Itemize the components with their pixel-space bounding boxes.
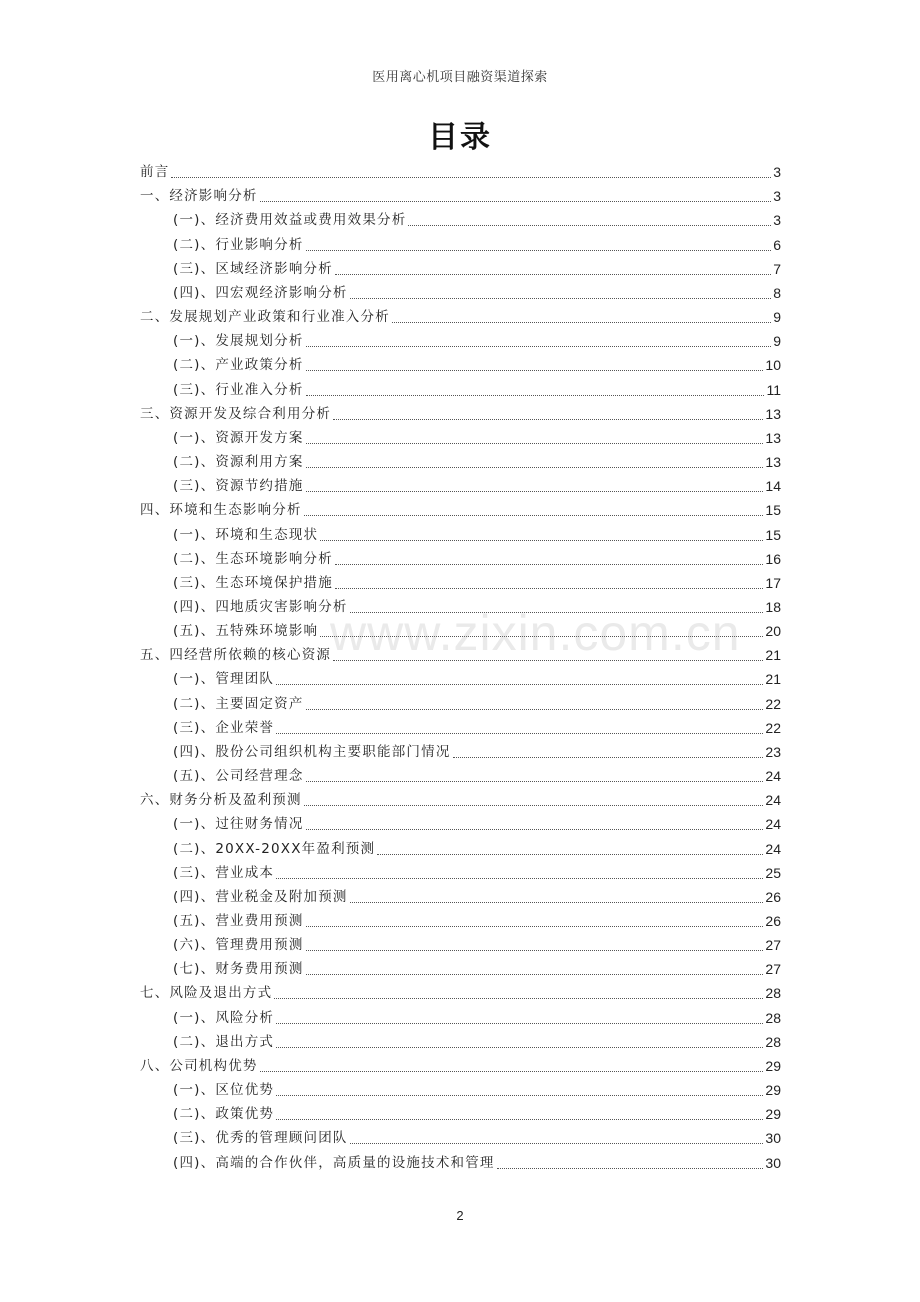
toc-dot-leader [276,1119,763,1120]
toc-entry-label: (四)、四宏观经济影响分析 [173,284,348,301]
toc-entry-label: (三)、营业成本 [173,864,275,881]
toc-entry-label: 五、四经营所依赖的核心资源 [140,647,332,664]
toc-entry-label: (二)、生态环境影响分析 [173,550,333,567]
toc-entry-page-number: 20 [765,623,781,640]
toc-dot-leader [392,322,771,323]
toc-entry-label: (五)、营业费用预测 [173,913,304,929]
toc-entry-page-number: 17 [765,574,781,591]
toc-dot-leader [306,370,764,371]
running-header: 医用离心机项目融资渠道探索 [372,70,548,85]
toc-subsection-entry[interactable] [140,426,781,450]
toc-entry-page-number: 18 [765,598,781,615]
toc-entry-label: (五)、公司经营理念 [173,768,304,785]
toc-dot-leader [306,709,764,710]
toc-entry-label: (三)、优秀的管理顾问团队 [173,1130,348,1147]
toc-dot-leader [377,854,763,855]
toc-entry-page-number: 13 [765,429,781,446]
toc-entry-page-number: 27 [765,937,781,954]
toc-subsection-entry[interactable] [140,353,781,377]
toc-entry-page-number: 6 [773,236,781,253]
toc-entry-page-number: 24 [765,768,781,785]
toc-subsection-entry[interactable] [140,1005,781,1029]
toc-entry-page-number: 13 [765,454,781,471]
toc-entry-label: 八、公司机构优势 [140,1057,258,1074]
toc-subsection-entry[interactable] [140,595,781,619]
toc-entry-page-number: 15 [765,502,781,519]
toc-entry-page-number: 30 [765,1154,781,1171]
toc-dot-leader [306,974,764,975]
toc-subsection-entry[interactable] [140,861,781,885]
toc-entry-page-number: 26 [765,913,781,929]
toc-entry-page-number: 9 [773,309,781,326]
toc-entry-label: (一)、管理团队 [173,671,275,688]
toc-dot-leader [304,805,764,806]
toc-subsection-entry[interactable] [140,716,781,740]
toc-dot-leader [333,660,763,661]
toc-entry-label: 四、环境和生态影响分析 [140,502,302,519]
toc-entry-page-number: 15 [765,526,781,543]
toc-entry-label: (二)、退出方式 [173,1033,275,1050]
toc-section-entry[interactable] [140,643,781,667]
toc-dot-leader [274,998,763,999]
toc-dot-leader [276,1047,763,1048]
toc-entry-label: 一、经济影响分析 [140,188,258,205]
toc-dot-leader [171,177,771,178]
toc-section-entry[interactable] [140,1054,781,1078]
toc-entry-page-number: 7 [773,260,781,277]
toc-dot-leader [306,467,764,468]
toc-entry-page-number: 21 [765,671,781,688]
toc-entry-label: (一)、经济费用效益或费用效果分析 [173,212,407,229]
toc-section-entry[interactable] [140,160,781,184]
toc-entry-page-number: 27 [765,961,781,978]
toc-dot-leader [276,733,763,734]
toc-entry-page-number: 26 [765,888,781,905]
toc-entry-label: 二、发展规划产业政策和行业准入分析 [140,309,390,326]
toc-dot-leader [320,540,763,541]
toc-dot-leader [276,878,763,879]
toc-entry-label: (三)、资源节约措施 [173,478,304,495]
toc-dot-leader [497,1168,764,1169]
toc-entry-page-number: 29 [765,1057,781,1074]
toc-dot-leader [335,564,763,565]
toc-subsection-entry[interactable] [140,764,781,788]
toc-dot-leader [276,684,763,685]
toc-dot-leader [306,829,764,830]
toc-entry-label: (三)、企业荣誉 [173,719,275,736]
toc-entry-label: (六)、管理费用预测 [173,937,304,954]
toc-entry-label: (一)、区位优势 [173,1082,275,1099]
toc-entry-label: (二)、产业政策分析 [173,357,304,374]
toc-subsection-entry[interactable] [140,909,781,933]
toc-entry-label: (三)、区域经济影响分析 [173,260,333,277]
toc-dot-leader [304,515,764,516]
toc-entry-label: (一)、风险分析 [173,1009,275,1026]
toc-entry-label: (四)、营业税金及附加预测 [173,888,348,905]
toc-entry-label: (二)、资源利用方案 [173,454,304,471]
toc-subsection-entry[interactable] [140,885,781,909]
toc-subsection-entry[interactable] [140,571,781,595]
toc-dot-leader [306,346,772,347]
toc-entry-label: 七、风险及退出方式 [140,985,273,1002]
toc-entry-page-number: 21 [765,647,781,664]
toc-subsection-entry[interactable] [140,474,781,498]
toc-entry-label: (七)、财务费用预测 [173,961,304,978]
toc-entry-page-number: 9 [773,333,781,350]
toc-entry-label: (二)、20XX-20XX年盈利预测 [173,840,376,857]
toc-entry-page-number: 10 [765,357,781,374]
toc-entry-label: (四)、高端的合作伙伴，高质量的设施技术和管理 [173,1154,495,1171]
toc-entry-page-number: 13 [765,405,781,422]
toc-subsection-entry[interactable] [140,812,781,836]
toc-subsection-entry[interactable] [140,329,781,353]
toc-dot-leader [350,612,764,613]
toc-entry-page-number: 11 [766,381,781,398]
toc-entry-page-number: 25 [765,864,781,881]
toc-entry-page-number: 3 [773,188,781,205]
toc-entry-label: (四)、四地质灾害影响分析 [173,598,348,615]
toc-subsection-entry[interactable] [140,232,781,256]
toc-dot-leader [350,298,772,299]
toc-subsection-entry[interactable] [140,257,781,281]
toc-subsection-entry[interactable] [140,1078,781,1102]
toc-entry-page-number: 8 [773,284,781,301]
toc-entry-label: (一)、环境和生态现状 [173,526,319,543]
toc-subsection-entry[interactable] [140,1102,781,1126]
toc-entry-label: (三)、生态环境保护措施 [173,574,333,591]
toc-title: 目录 [428,120,492,155]
toc-entry-label: (二)、政策优势 [173,1106,275,1123]
toc-section-entry[interactable] [140,402,781,426]
toc-dot-leader [276,1023,763,1024]
toc-subsection-entry[interactable] [140,522,781,546]
toc-subsection-entry[interactable] [140,933,781,957]
toc-entry-label: (二)、行业影响分析 [173,236,304,253]
toc-dot-leader [306,926,764,927]
toc-dot-leader [350,902,764,903]
toc-dot-leader [306,781,764,782]
toc-entry-page-number: 14 [765,478,781,495]
toc-section-entry[interactable] [140,498,781,522]
toc-subsection-entry[interactable] [140,377,781,401]
page-number: 2 [456,1208,464,1223]
toc-dot-leader [306,491,764,492]
toc-subsection-entry[interactable] [140,667,781,691]
toc-entry-page-number: 28 [765,1033,781,1050]
toc-dot-leader [306,250,772,251]
toc-entry-page-number: 22 [765,719,781,736]
toc-entry-page-number: 24 [765,840,781,857]
toc-entry-page-number: 29 [765,1082,781,1099]
toc-entry-label: (三)、行业准入分析 [173,381,304,398]
toc-dot-leader [350,1143,764,1144]
toc-subsection-entry[interactable] [140,691,781,715]
toc-section-entry[interactable] [140,788,781,812]
toc-entry-page-number: 3 [773,164,781,181]
toc-subsection-entry[interactable] [140,836,781,860]
toc-entry-label: (一)、资源开发方案 [173,429,304,446]
toc-dot-leader [260,1071,764,1072]
toc-dot-leader [306,950,764,951]
toc-entry-label: (五)、五特殊环境影响 [173,623,319,640]
toc-subsection-entry[interactable] [140,1030,781,1054]
toc-section-entry[interactable] [140,305,781,329]
toc-entry-label: (二)、主要固定资产 [173,695,304,712]
toc-dot-leader [453,757,764,758]
toc-dot-leader [260,201,772,202]
toc-entry-label: 六、财务分析及盈利预测 [140,792,302,809]
toc-entry-page-number: 22 [765,695,781,712]
toc-subsection-entry[interactable] [140,740,781,764]
toc-entry-label: (一)、发展规划分析 [173,333,304,350]
toc-subsection-entry[interactable] [140,1126,781,1150]
toc-entry-page-number: 29 [765,1106,781,1123]
toc-entry-page-number: 24 [765,792,781,809]
toc-entry-page-number: 3 [773,212,781,229]
toc-dot-leader [335,588,763,589]
toc-dot-leader [335,274,771,275]
toc-dot-leader [333,419,763,420]
toc-dot-leader [306,443,764,444]
watermark: www.zixin.com.cn [330,605,741,661]
toc-entry-label: (一)、过往财务情况 [173,816,304,833]
toc-subsection-entry[interactable] [140,547,781,571]
toc-entry-label: (四)、股份公司组织机构主要职能部门情况 [173,743,451,760]
toc-list [140,160,781,1175]
toc-entry-page-number: 30 [765,1130,781,1147]
toc-section-entry[interactable] [140,981,781,1005]
toc-dot-leader [306,395,765,396]
toc-dot-leader [320,636,763,637]
toc-subsection-entry[interactable] [140,208,781,232]
toc-entry-page-number: 23 [765,743,781,760]
toc-subsection-entry[interactable] [140,281,781,305]
toc-dot-leader [408,225,771,226]
toc-subsection-entry[interactable] [140,619,781,643]
toc-subsection-entry[interactable] [140,957,781,981]
toc-entry-page-number: 16 [765,550,781,567]
toc-entry-page-number: 24 [765,816,781,833]
toc-entry-label: 三、资源开发及综合利用分析 [140,405,332,422]
toc-subsection-entry[interactable] [140,1150,781,1174]
toc-section-entry[interactable] [140,184,781,208]
toc-entry-page-number: 28 [765,1009,781,1026]
toc-dot-leader [276,1095,763,1096]
toc-entry-page-number: 28 [765,985,781,1002]
toc-subsection-entry[interactable] [140,450,781,474]
toc-entry-label: 前言 [140,164,170,181]
